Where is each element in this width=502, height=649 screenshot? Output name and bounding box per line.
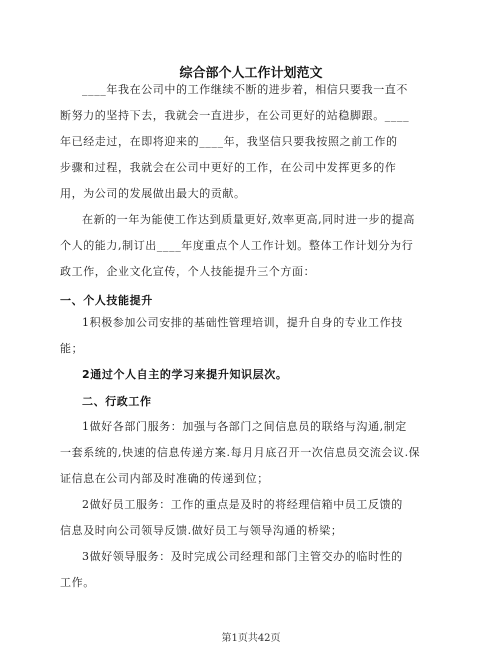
item-leader-service: [60, 544, 432, 596]
text-line: 个人的能力,制订出____年度重点个人工作计划。整体工作计划分为行: [60, 239, 414, 252]
section-heading-skills: 一、个人技能提升: [60, 294, 153, 307]
text-line: 能；: [60, 342, 84, 355]
item-department-service: [60, 414, 432, 492]
text-line: 2做好员工服务：工作的重点是及时的将经理信箱中员工反馈的: [82, 498, 403, 511]
text-line: 政工作，企业文化宣传，个人技能提升三个方面：: [60, 265, 316, 278]
item-training: [60, 310, 432, 362]
text-line: 3做好领导服务：及时完成公司经理和部门主管交办的临时性的: [82, 550, 403, 563]
text-line: 1做好各部门服务：加强与各部门之间信息员的联络与沟通,制定: [82, 420, 407, 433]
paragraph-intro: [60, 77, 432, 207]
document-title: 综合部个人工作计划范文: [179, 66, 323, 81]
text-line: 证信息在公司内部及时准确的传递到位；: [60, 472, 269, 485]
item-employee-service: [60, 492, 432, 544]
text-line: 步骤和过程，我就会在公司中更好的工作，在公司中发挥更多的作: [60, 161, 397, 174]
paragraph-plan: [60, 207, 432, 285]
text-line: 一套系统的,快速的信息传递方案.每月月底召开一次信息员交流会议.保: [60, 446, 421, 459]
text-line: 在新的一年为能使工作达到质量更好,效率更高,同时进一步的提高: [82, 213, 415, 226]
item-self-study: 2通过个人自主的学习来提升知识层次。: [82, 368, 288, 381]
text-line: 断努力的坚持下去，我就会一直进步，在公司更好的站稳脚跟。____: [60, 109, 410, 122]
page-footer: 第1页共42页: [221, 633, 281, 644]
text-line: 信息及时向公司领导反馈.做好员工与领导沟通的桥梁；: [60, 524, 343, 537]
text-line: 1积极参加公司安排的基础性管理培训，提升自身的专业工作技: [82, 316, 403, 329]
text-line: 工作。: [60, 576, 95, 589]
section-heading-admin: 二、行政工作: [82, 395, 152, 408]
text-line: 用，为公司的发展做出最大的贡献。: [60, 187, 246, 200]
text-line: 年已经走过，在即将迎来的____年，我坚信只要我按照之前工作的: [60, 135, 398, 148]
text-line: ____年我在公司中的工作继续不断的进步着，相信只要我一直不: [82, 83, 408, 96]
